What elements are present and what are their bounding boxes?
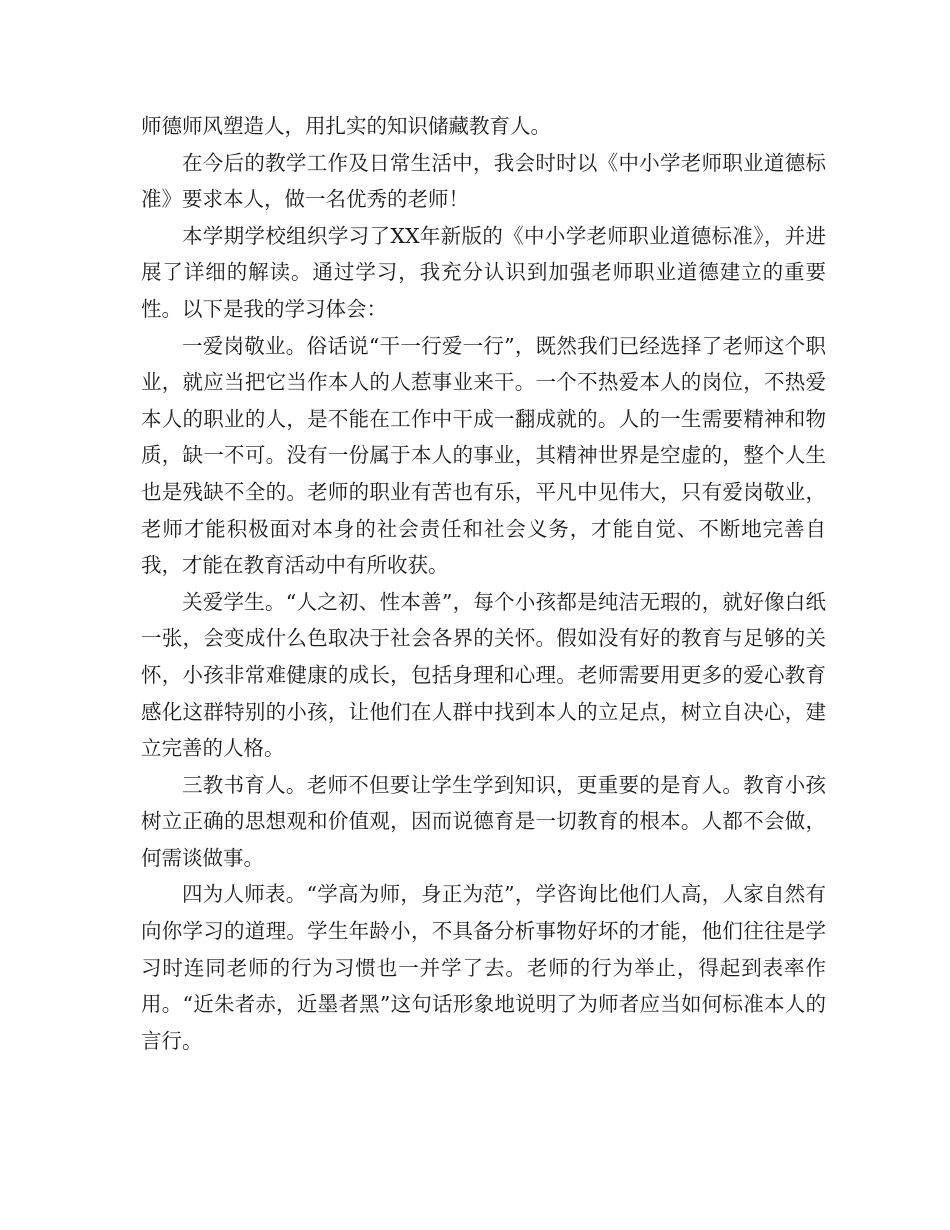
paragraph-continued: 师德师风塑造人，用扎实的知识储藏教育人。	[141, 114, 551, 138]
paragraph: 关爱学生。“人之初、性本善”，每个小孩都是纯洁无瑕的，就好像白纸一张，会变成什么色取决于社会各界的关怀。假如没有好的教育与足够的关怀，小孩非常难健康的成长，包括身理和心理。老师需要用更多的爱心教育感化这群特别的小孩，让他们在人群中找到本人的立足点，树立自决心，建立完善的人格。	[141, 589, 826, 761]
paragraph: 三教书育人。老师不但要让学生学到知识，更重要的是育人。教育小孩树立正确的思想观和价值观，因而说德育是一切教育的根本。人都不会做，何需谈做事。	[141, 772, 826, 870]
paragraph: 一爱岗敬业。俗话说“干一行爱一行”，既然我们已经选择了老师这个职业，就应当把它当作本人的人惹事业来干。一个不热爱本人的岗位，不热爱本人的职业的人，是不能在工作中干成一翻成就的。人的一生需要精神和物质，缺一不可。没有一份属于本人的事业，其精神世界是空虚的，整个人生也是残缺不全的。老师的职业有苦也有乐，平凡中见伟大，只有爱岗敬业，老师才能积极面对本身的社会责任和社会义务，才能自觉、不断地完善自我，才能在教育活动中有所收获。	[141, 333, 826, 578]
paragraph: 本学期学校组织学习了XX年新版的《中小学老师职业道德标准》，并进展了详细的解读。通过学习，我充分认识到加强老师职业道德建立的重要性。以下是我的学习体会：	[141, 223, 826, 321]
paragraph: 四为人师表。“学高为师，身正为范”，学咨询比他们人高，人家自然有向你学习的道理。学生年龄小，不具备分析事物好坏的才能，他们往往是学习时连同老师的行为习惯也一并学了去。老师的行为举止，得起到表率作用。“近朱者赤，近墨者黑”这句话形象地说明了为师者应当如何标准本人的言行。	[141, 882, 826, 1053]
paragraph: 在今后的教学工作及日常生活中，我会时时以《中小学老师职业道德标准》要求本人，做一名优秀的老师！	[141, 150, 826, 212]
document-body	[141, 108, 826, 1059]
